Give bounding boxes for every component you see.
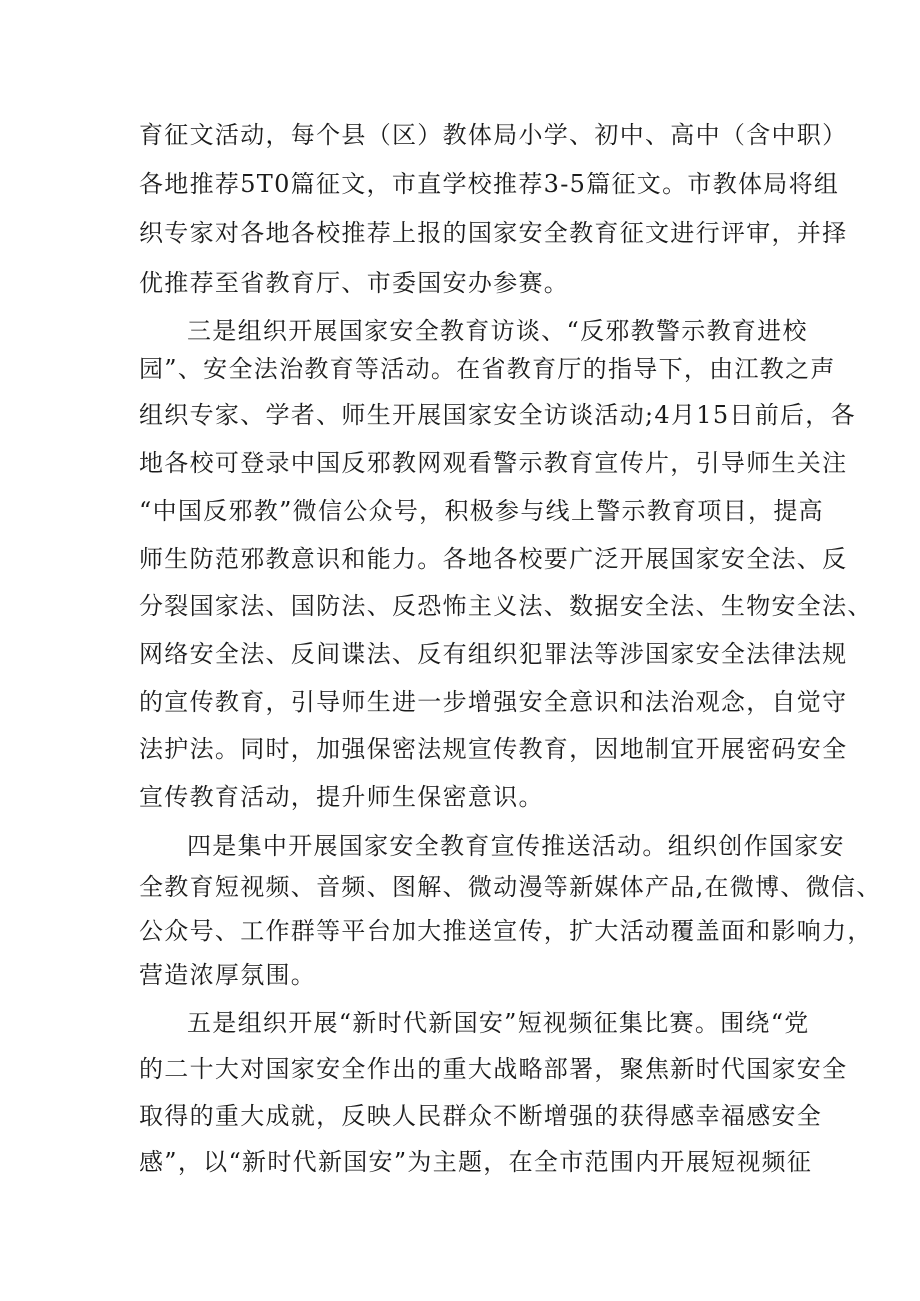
text-line: 组织专家、学者、师生开展国家安全访谈活动;4月15日前后，各 <box>139 401 856 429</box>
text-line: 全教育短视频、音频、图解、微动漫等新媒体产品,在微博、微信、 <box>139 873 882 901</box>
text-line: 法护法。同时，加强保密法规宣传教育，因地制宜开展密码安全 <box>139 735 848 763</box>
text-line: 优推荐至省教育厅、市委国安办参赛。 <box>139 269 570 297</box>
paragraph-start-line: 三是组织开展国家安全教育访谈、“反邪教警示教育进校 <box>187 317 808 345</box>
paragraph-start-line: 五是组织开展“新时代新国安”短视频征集比赛。围绕“党 <box>187 1009 810 1037</box>
text-line: 各地推荐5T0篇征文，市直学校推荐3-5篇征文。市教体局将组 <box>139 170 840 198</box>
text-line: 地各校可登录中国反邪教网观看警示教育宣传片，引导师生关注 <box>139 449 848 477</box>
text-line: 师生防范邪教意识和能力。各地各校要广泛开展国家安全法、反 <box>139 545 848 573</box>
text-line: “中国反邪教”微信公众号，积极参与线上警示教育项目，提高 <box>139 497 824 525</box>
text-line: 分裂国家法、国防法、反恐怖主义法、数据安全法、生物安全法、 <box>139 592 873 620</box>
text-line: 网络安全法、反间谍法、反有组织犯罪法等涉国家安全法律法规 <box>139 640 848 668</box>
text-line: 的宣传教育，引导师生进一步增强安全意识和法治观念，自觉守 <box>139 688 848 716</box>
paragraph-start-line: 四是集中开展国家安全教育宣传推送活动。组织创作国家安 <box>187 832 845 860</box>
text-line: 园”、安全法治教育等活动。在省教育厅的指导下，由江教之声 <box>139 355 836 383</box>
text-line: 公众号、工作群等平台加大推送宣传，扩大活动覆盖面和影响力， <box>139 917 873 945</box>
text-line: 育征文活动，每个县（区）教体局小学、初中、高中（含中职） <box>139 121 848 149</box>
text-line: 宣传教育活动，提升师生保密意识。 <box>139 783 544 811</box>
text-line: 织专家对各地各校推荐上报的国家安全教育征文进行评审，并择 <box>139 219 848 247</box>
text-line: 的二十大对国家安全作出的重大战略部署，聚焦新时代国家安全 <box>139 1055 848 1083</box>
text-line: 营造浓厚氛围。 <box>139 961 317 989</box>
text-line: 取得的重大成就，反映人民群众不断增强的获得感幸福感安全 <box>139 1102 823 1130</box>
text-line: 感”，以“新时代新国安”为主题，在全市范围内开展短视频征 <box>139 1148 813 1176</box>
